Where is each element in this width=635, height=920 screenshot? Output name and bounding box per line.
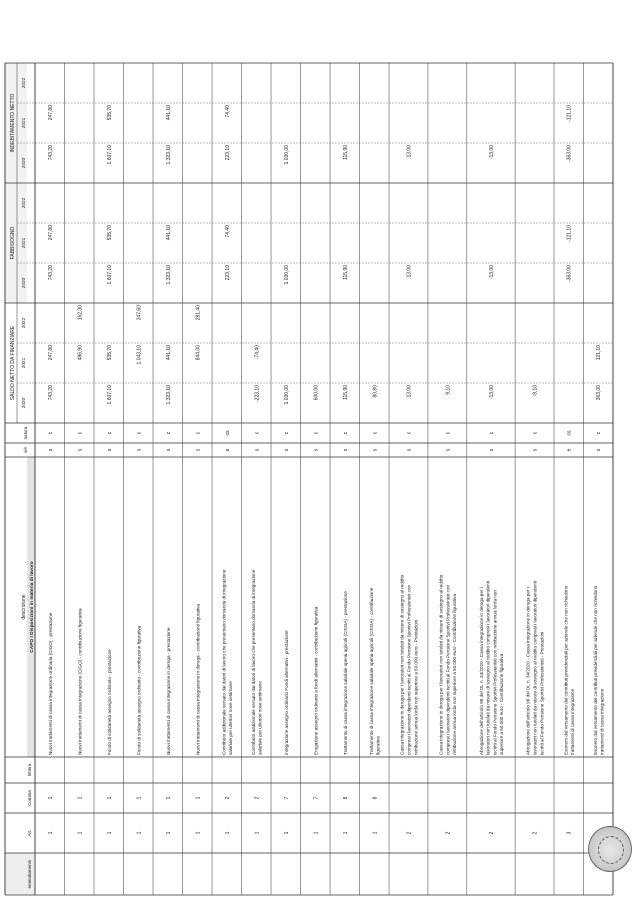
header-fabbisogno: FABBISOGNO (10, 226, 16, 260)
cell-se: s (106, 448, 113, 452)
cell-value: 535,70 (106, 225, 113, 241)
cell-se: s (372, 448, 379, 452)
cell-descrizione: Esonero dal versamento dei contributi previdenziali per aziende che non richiedono (563, 585, 569, 755)
cell-value: 247,80 (47, 105, 54, 121)
cell-value: 1.323,10 (165, 385, 172, 405)
cell-comma: 7 (313, 796, 320, 800)
cell-value: -9,10 (532, 385, 539, 397)
cell-natura: cs (224, 430, 231, 436)
cell-value: -363,00 (566, 145, 573, 162)
cell-se: s (342, 448, 349, 452)
cell-art: 1 (313, 831, 320, 835)
cell-natura: c (136, 431, 143, 435)
cell-natura: c (283, 431, 290, 435)
cell-natura: c (445, 431, 452, 435)
cell-art: 3 (566, 831, 573, 835)
cell-descrizione: retribuzione annua lorda non superiore a 50.000 euro - Prestazioni (413, 619, 419, 755)
cell-descrizione: superiore a 50.000 euro - Contribuzione figurativa (499, 653, 505, 755)
cell-value: 13,00 (406, 265, 413, 278)
cell-art: 2 (488, 831, 495, 835)
cell-value: 1.607,10 (106, 265, 113, 285)
cell-value: 441,10 (165, 105, 172, 121)
cell-value: 74,40 (224, 105, 231, 118)
cell-descrizione: Abrogazione dell'articolo 98 del DL n. 34/2020 - Cassa integrazione in deroga per i (478, 587, 484, 755)
cell-value: 1.323,10 (165, 265, 172, 285)
cell-natura: c (254, 431, 261, 435)
cell-art: 1 (372, 831, 379, 835)
cell-value: 844,00 (195, 345, 202, 361)
cell-descrizione: Erogazione assegno ordinario a fondi alternativi - contribuzione figurativa (313, 606, 319, 755)
cell-value: 743,20 (47, 145, 54, 161)
cell-descrizione: compresi i lavoratori dipendenti iscritti al Fondo Pensione Sportivi Professionisti con (445, 584, 451, 755)
header-se: s/e (23, 446, 28, 454)
header-year: 2021 (22, 357, 27, 369)
cell-comma: 8 (372, 796, 379, 800)
cell-descrizione: Nuovi trattamenti di cassa integrazione in deroga - contribuzione figurativa (195, 604, 201, 755)
cell-descrizione: compresi i lavoratori dipendenti iscritti al Fondo Pensione Sportivi Professionisti con (406, 584, 412, 755)
cell-value: 486,90 (77, 345, 84, 361)
cell-descrizione: Fondo di solidarietà assegno ordinario - contribuzione figurativa (136, 625, 142, 755)
cell-art: 1 (342, 831, 349, 835)
cell-value: 162,30 (77, 305, 84, 321)
cell-se: e (566, 448, 573, 452)
cell-value: 363,00 (596, 385, 603, 401)
header-natura: natura (23, 426, 28, 440)
cell-value: 115,90 (342, 265, 349, 280)
header-year: 2022 (22, 317, 27, 329)
cell-value: 347,60 (136, 305, 143, 321)
rotated-table (0, 63, 613, 895)
cell-value: 535,70 (106, 105, 113, 121)
cell-value: 9,10 (445, 385, 452, 395)
cell-art: 2 (445, 831, 452, 835)
header-year: 2022 (22, 77, 27, 89)
cell-art: 1 (283, 831, 290, 835)
cell-value: 281,40 (195, 305, 202, 321)
cell-natura: c (372, 431, 379, 435)
cell-art: 2 (532, 831, 539, 835)
cell-se: s (195, 448, 202, 452)
cell-natura: c (532, 431, 539, 435)
cell-value: 80,80 (372, 385, 379, 398)
cell-art: 1 (224, 831, 231, 835)
cell-natura: cs (566, 430, 573, 436)
cell-descrizione: retribuzione annua lorda non superiore a 50.000 euro - Contribuzione figurativa (452, 594, 458, 755)
cell-se: s (136, 448, 143, 452)
cell-natura: c (47, 431, 54, 435)
cell-comma: 1 (165, 796, 172, 800)
header-year: 2021 (22, 237, 27, 249)
cell-value: 115,90 (342, 385, 349, 400)
cell-value: 441,10 (165, 345, 172, 361)
cell-descrizione: Trattamento di cassa integrazione salariale operai agricoli (CISOA) - contribuzione (368, 587, 374, 755)
cell-se: s (532, 448, 539, 452)
cell-value: 13,00 (406, 145, 413, 158)
cell-descrizione: salariale per ulteriori nove settimane (257, 681, 263, 755)
cell-descrizione: Cassa integrazione in deroga per i lavoratori non tutelati da misure di sostegno al reddito (399, 574, 405, 755)
cell-art: 1 (136, 831, 143, 835)
cell-descrizione: Cassa integrazione in deroga per i lavoratori non tutelati da misure di sostegno al reddito (438, 574, 444, 755)
cell-art: 1 (195, 831, 202, 835)
cell-comma: 1 (77, 796, 84, 800)
cell-se: s (47, 448, 54, 452)
cell-value: 441,10 (165, 225, 172, 241)
cell-art: 2 (406, 831, 413, 835)
header-year: 2022 (22, 197, 27, 209)
cell-comma: 1 (106, 796, 113, 800)
cell-descrizione: lavoratori non tutelati da misure di sostegno al reddito compresi i lavoratori dipendenti (485, 581, 491, 755)
cell-natura: c (77, 431, 84, 435)
cell-descrizione: figurativa (375, 736, 381, 755)
cell-descrizione: trattamenti di cassa integrazione (599, 688, 605, 755)
cell-se: s (596, 448, 603, 452)
chapter-heading: CAPO I Disposizioni in materia di lavoro (30, 561, 35, 653)
cell-value: -13,00 (488, 385, 495, 400)
cell-descrizione: Fondo di solidarietà assegno ordinario - prestazione (106, 649, 112, 755)
cell-value: 115,90 (342, 145, 349, 160)
cell-value: -121,10 (566, 105, 573, 122)
cell-descrizione: Contributo addizionale versato dai datori di lavoro che presentano domanda di integrazione (250, 569, 256, 755)
cell-natura: c (488, 431, 495, 435)
cell-value: -121,10 (566, 225, 573, 242)
header-year: 2020 (22, 397, 27, 409)
header-art: Art. (27, 829, 32, 837)
cell-natura: c (342, 431, 349, 435)
cell-se: s (283, 448, 290, 452)
cell-art: 1 (77, 831, 84, 835)
cell-descrizione: Nuovi trattamenti di cassa integrazione ordinaria (CIGO) - prestazione (47, 612, 53, 755)
cell-art: 1 (106, 831, 113, 835)
cell-value: 1.043,10 (136, 345, 143, 365)
cell-art: 1 (47, 831, 54, 835)
cell-comma: 8 (342, 796, 349, 800)
cell-se: s (313, 448, 320, 452)
cell-comma: 1 (195, 796, 202, 800)
cell-value: 1.030,00 (283, 385, 290, 405)
cell-se: s (406, 448, 413, 452)
cell-natura: c (106, 431, 113, 435)
cell-descrizione: Esonero dal versamento dei contributi previdenziali per aziende che non richiedono (592, 585, 598, 755)
cell-natura: c (313, 431, 320, 435)
cell-value: 743,20 (47, 385, 54, 401)
cell-se: s (488, 448, 495, 452)
header-year: 2020 (22, 157, 27, 169)
cell-value: 535,70 (106, 345, 113, 361)
cell-descrizione: iscritti al Fondo Pensione Sportivi Professionisti con retribuzione annua lorda non (492, 590, 498, 755)
cell-value: 1.607,10 (106, 145, 113, 165)
cell-value: -74,40 (254, 345, 261, 360)
cell-value: 1.030,00 (283, 145, 290, 165)
cell-value: 223,10 (224, 145, 231, 161)
header-descrizione: descrizione (21, 594, 27, 620)
header-year: 2021 (22, 117, 27, 129)
cell-natura: c (195, 431, 202, 435)
cell-se: s (77, 448, 84, 452)
cell-descrizione: lavoratori non tutelati da misure di sostegno al reddito compresi i lavoratori dipendenti (532, 581, 538, 755)
header-year: 2020 (22, 277, 27, 289)
cell-value: 223,10 (224, 265, 231, 281)
cell-value: 121,10 (596, 345, 603, 361)
cell-descrizione: Integrazione assegno ordinario Fondi alternativi - prestazione (283, 630, 289, 755)
cell-value: 1.030,00 (283, 265, 290, 285)
cell-comma: 1 (47, 796, 54, 800)
cell-value: 247,80 (47, 225, 54, 241)
cell-descrizione: Abrogazione dell'articolo 98 del DL n. 34/2020 - Cassa integrazione in deroga per i (525, 587, 531, 755)
cell-comma: 1 (136, 796, 143, 800)
cell-value: 247,80 (47, 345, 54, 361)
cell-value: -13,00 (488, 265, 495, 280)
header-saldo: SALDO NETTO DA FINANZIARE (10, 325, 16, 401)
cell-descrizione: Nuovi trattamenti di cassa integrazione (CIGO) - contribuzione figurativa (77, 608, 83, 755)
cell-comma: 2 (254, 796, 261, 800)
cell-descrizione: Nuovi trattamenti di cassa integrazione in deroga - prestazione (165, 627, 171, 755)
header-indebitamento: INDEBITAMENTO NETTO (10, 93, 16, 153)
header-lettera: lettera (27, 763, 32, 777)
cell-descrizione: salariale per ulteriori nove settimane (228, 681, 234, 755)
cell-natura: c (165, 431, 172, 435)
cell-se: e (224, 448, 231, 452)
cell-value: 13,00 (406, 385, 413, 398)
cell-natura: c (406, 431, 413, 435)
cell-comma: 2 (224, 796, 231, 800)
cell-value: -223,10 (254, 385, 261, 402)
cell-se: s (165, 448, 172, 452)
header-emendamento: emendamento (27, 859, 32, 889)
cell-value: 1.607,10 (106, 385, 113, 405)
cell-descrizione: trattamenti di cassa integrazione (570, 688, 576, 755)
cell-descrizione: Contributo addizionale versato dai datori di lavoro che presentano domanda di integrazione (221, 569, 227, 755)
cell-value: 600,00 (313, 385, 320, 401)
cell-natura: c (596, 431, 603, 435)
cell-descrizione: Trattamento di cassa integrazione salariale operai agricoli (CISOA) - prestazione (342, 591, 348, 755)
cell-se: s (445, 448, 452, 452)
official-seal (588, 826, 632, 872)
cell-value: 743,20 (47, 265, 54, 281)
cell-art: 1 (165, 831, 172, 835)
cell-value: -363,00 (566, 265, 573, 282)
cell-art: 1 (254, 831, 261, 835)
cell-se: s (254, 448, 261, 452)
cell-value: 1.323,10 (165, 145, 172, 165)
cell-value: 74,40 (224, 225, 231, 238)
cell-value: -13,00 (488, 145, 495, 160)
cell-descrizione: iscritti al Fondo Pensione Sportivi Professionisti - Prestazioni (539, 631, 545, 755)
cell-comma: 7 (283, 796, 290, 800)
header-comma: Comma (27, 790, 32, 806)
